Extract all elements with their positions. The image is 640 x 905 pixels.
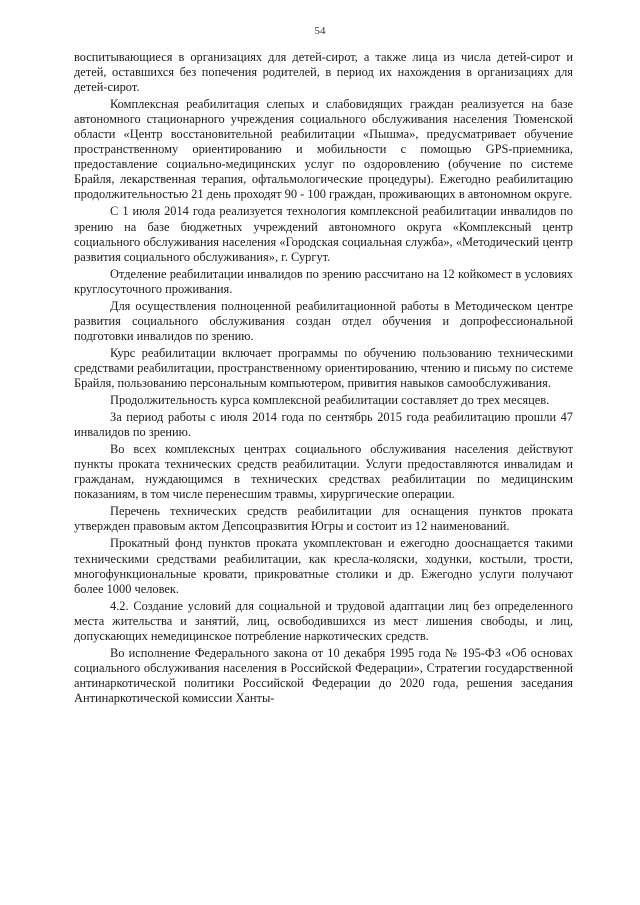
paragraph-section-4-2: 4.2. Создание условий для социальной и трудовой адаптации лиц без определенного места жительства и занятий, лиц, освободившихся из мест лишения свободы, и лиц, допускающих немедицинское потребление наркотических средств. — [74, 598, 573, 643]
paragraph-rehab-blind: Комплексная реабилитация слепых и слабовидящих граждан реализуется на базе автономного стационарного учреждения социального обслуживания населения Тюменской области «Центр восстановительной реабилитации «Пышма», предусматривает обучение пространственному ориентированию и мобильности с помощью GPS-приемника, предоставление социально-медицинских услуг по оздоровлению (обучение по системе Брайля, лекарственная терапия, офтальмологические процедуры). Ежегодно реабилитацию продолжительностью 21 день проходят 90 - 100 граждан, проживающих в автономном округе. — [74, 97, 573, 202]
paragraph-rental-points: Во всех комплексных центрах социального обслуживания населения действуют пункты проката технических средств реабилитации. Услуги предоставляются инвалидам и гражданам, нуждающимся в технических средствах реабилитации по медицинским показаниям, в том числе перенесшим травмы, хирургические операции. — [74, 442, 573, 502]
page-number: 54 — [314, 25, 326, 37]
paragraph-rental-fund: Прокатный фонд пунктов проката укомплектован и ежегодно дооснащается такими техническими средствами реабилитации, как кресла-коляски, ходунки, костыли, трости, многофункциональные кровати, прикроватные столики и др. Ежегодно услуги получают более 1000 человек. — [74, 536, 573, 596]
paragraph-equipment-list: Перечень технических средств реабилитации для оснащения пунктов проката утвержден правовым актом Депсоцразвития Югры и состоит из 12 наименований. — [74, 504, 573, 534]
paragraph-federal-law: Во исполнение Федерального закона от 10 декабря 1995 года № 195-ФЗ «Об основах социального обслуживания населения в Российской Федерации», Стратегии государственной антинаркотической политики Российской Федерации до 2020 года, решения заседания Антинаркотической комиссии Ханты- — [74, 645, 573, 705]
paragraph-rehab-department: Отделение реабилитации инвалидов по зрению рассчитано на 12 койкомест в условиях круглосуточного проживания. — [74, 266, 573, 296]
paragraph-results: За период работы с июля 2014 года по сентябрь 2015 года реабилитацию прошли 47 инвалидов по зрению. — [74, 410, 573, 440]
paragraph-continuation: воспитывающиеся в организациях для детей-сирот, а также лица из числа детей-сирот и детей, оставшихся без попечения родителей, в период их нахождения в организациях для детей-сирот. — [74, 50, 573, 95]
body-text — [74, 50, 573, 708]
paragraph-course-programs: Курс реабилитации включает программы по обучению пользованию техническими средствами реабилитации, пространственному ориентированию, чтению и письму по системе Брайля, пользованию персональным компьютером, привития навыков самообслуживания. — [74, 345, 573, 390]
paragraph-surgut-technology: С 1 июля 2014 года реализуется технология комплексной реабилитации инвалидов по зрению на базе бюджетных учреждений автономного округа «Комплексный центр социального обслуживания населения «Городская социальная служба», «Методический центр развития социального обслуживания», г. Сургут. — [74, 204, 573, 264]
paragraph-methodical-center: Для осуществления полноценной реабилитационной работы в Методическом центре развития социального обслуживания создан отдел обучения и допрофессиональной подготовки инвалидов по зрению. — [74, 298, 573, 343]
paragraph-course-duration: Продолжительность курса комплексной реабилитации составляет до трех месяцев. — [110, 393, 550, 408]
